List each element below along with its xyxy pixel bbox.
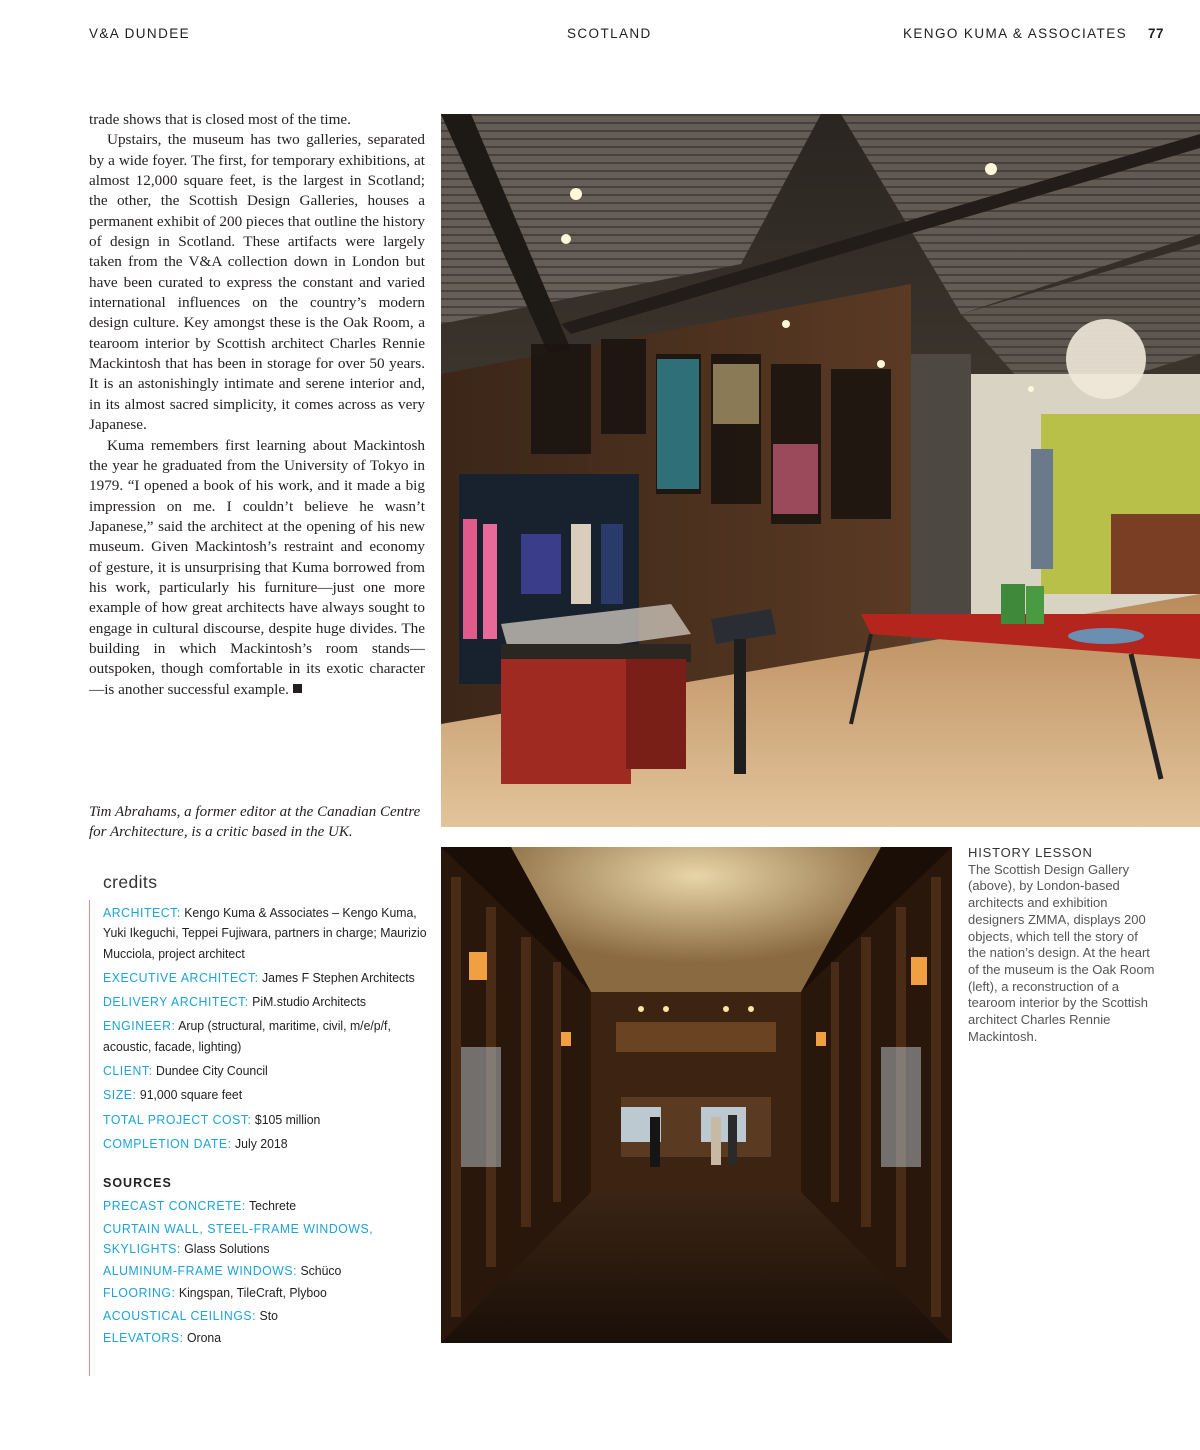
article-paragraph: trade shows that is closed most of the time. [89, 111, 351, 128]
running-head [0, 26, 1200, 46]
section-title: V&A DUNDEE [89, 26, 191, 41]
oak-room-illustration [441, 847, 952, 1343]
credit-size: SIZE: 91,000 square feet [103, 1087, 243, 1103]
source-precast-concrete: PRECAST CONCRETE: Techrete [103, 1198, 297, 1214]
source-flooring: FLOORING: Kingspan, TileCraft, Plyboo [103, 1285, 327, 1301]
article-paragraph: Upstairs, the museum has two galleries, separated by a wide foyer. The first, for temporary exhibitions, at almost 12,000 square feet, is the largest in Scotland; the other, the Scottish Design Galleries, houses a permanent exhibit of 200 pieces that outline the history of design in Scotland. These artifacts were largely taken from the V&A collection down in London but have been curated to express the constant and varied international influences on the country’s modern design culture. Key amongst these is the Oak Room, a tearoom interior by Scottish architect Charles Rennie Mackintosh that has been in storage for over 50 years. It is an astonishingly intimate and serene interior and, in its almost sacred simplicity, it comes across as very Japanese. [89, 131, 425, 434]
credit-client: CLIENT: Dundee City Council [103, 1063, 268, 1079]
source-curtain-wall: CURTAIN WALL, STEEL-FRAME WINDOWS, SKYLIGHTS: Glass Solutions [103, 1220, 374, 1256]
credits-rule [89, 900, 90, 1376]
article-paragraph-text: Kuma remembers first learning about Mackintosh the year he graduated from the University of Tokyo in 1979. “I opened a book of his work, and it made a big impression on me. I couldn’t believe he wasn’t Japanese,” said the architect at the opening of his new museum. Given Mackintosh’s restraint and economy of gesture, it is unsurprising that Kuma borrowed from his work, particularly his furniture—just one more example of how great architects have always sought to engage in cultural discourse, despite huge divides. The building in which Mackintosh’s room stands—outspoken, though comfortable in its exotic character—is another successful example. [89, 436, 425, 698]
photo-caption [968, 845, 1158, 1045]
sources-title: SOURCES [103, 1176, 172, 1191]
credit-engineer: ENGINEER: Arup (structural, maritime, civil, m/e/p/f, acoustic, facade, lighting) [103, 1018, 391, 1054]
credits-title: credits [103, 872, 158, 892]
credit-completion-date: COMPLETION DATE: July 2018 [103, 1135, 288, 1151]
gallery-photo [441, 114, 1200, 827]
page-number: 77 [1148, 26, 1165, 41]
source-elevators: ELEVATORS: Orona [103, 1330, 222, 1346]
credit-architect: ARCHITECT: Kengo Kuma & Associates – Kengo Kuma, Yuki Ikeguchi, Teppei Fujiwara, partners in charge; Maurizio Mucciola, project architect [103, 905, 427, 961]
credit-executive-architect: EXECUTIVE ARCHITECT: James F Stephen Architects [103, 969, 415, 985]
source-aluminum-windows: ALUMINUM-FRAME WINDOWS: Schüco [103, 1263, 342, 1279]
sources-list [89, 1196, 429, 1348]
oak-room-photo [441, 847, 952, 1343]
credits-box [89, 872, 429, 1350]
firm-name: KENGO KUMA & ASSOCIATES [903, 26, 1128, 41]
credit-delivery-architect: DELIVERY ARCHITECT: PiM.studio Architects [103, 994, 367, 1010]
article-paragraph [89, 436, 425, 700]
caption-body: The Scottish Design Gallery (above), by London-based architects and exhibition designers ZMMA, displays 200 objects, which tell the story of the nation’s design. At the heart of the museum is the Oak Room (left), a reconstruction of a tearoom interior by the Scottish architect Charles Rennie Mackintosh. [968, 861, 1155, 1044]
author-bio: Tim Abrahams, a former editor at the Canadian Centre for Architecture, is a critic based in the UK. [89, 804, 421, 841]
article-body [89, 110, 425, 700]
credit-total-cost: TOTAL PROJECT COST: $105 million [103, 1111, 321, 1127]
caption-heading: HISTORY LESSON [968, 845, 1093, 860]
end-mark-icon [293, 684, 302, 693]
location-label: SCOTLAND [567, 26, 652, 41]
gallery-illustration [441, 114, 1200, 827]
source-acoustical-ceilings: ACOUSTICAL CEILINGS: Sto [103, 1307, 278, 1323]
